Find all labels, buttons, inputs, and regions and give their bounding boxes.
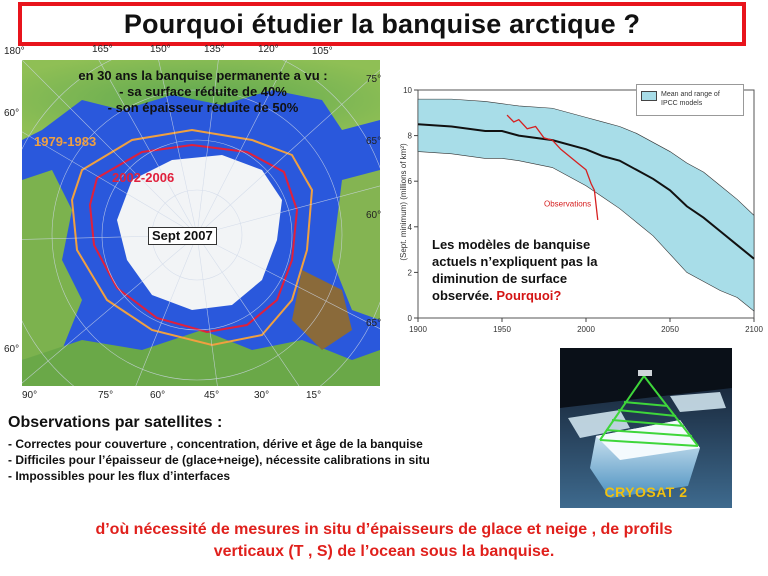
- legend-line: IPCC models: [661, 100, 703, 107]
- page-title: Pourquoi étudier la banquise arctique ?: [123, 8, 641, 39]
- cryosat-label: CRYOSAT 2: [604, 484, 688, 500]
- y-tick-label: 2: [407, 268, 412, 278]
- degree-label: 60°: [366, 210, 382, 221]
- degree-label: 60°: [4, 344, 20, 355]
- chart-note-line: actuels n’expliquent pas la: [432, 254, 598, 269]
- observations-title: Observations par satellites :: [8, 414, 223, 431]
- y-tick-label: 0: [407, 314, 412, 323]
- chart-note-line: diminution de surface: [432, 271, 568, 286]
- label-sept-2007: Sept 2007: [148, 227, 217, 245]
- map-intro-line: - son épaisseur réduite de 50%: [107, 100, 299, 115]
- chart-note-prefix: observée.: [432, 288, 497, 303]
- conclusion-line: d’où nécessité de mesures in situ d’épaisseurs de glace et neige , de profils: [95, 521, 673, 538]
- degree-label: 75°: [98, 390, 114, 401]
- observations-label: Observations: [544, 199, 592, 209]
- legend-line: Mean and range of: [661, 91, 720, 98]
- legend-swatch: [641, 91, 657, 101]
- degree-label: 150°: [150, 44, 171, 55]
- chart-legend: [636, 84, 744, 116]
- chart-note: [432, 236, 597, 304]
- map-intro-line: en 30 ans la banquise permanente a vu :: [78, 68, 328, 83]
- label-2002-2006: 2002-2006: [112, 170, 175, 185]
- y-tick-label: 6: [407, 177, 412, 187]
- degree-label: 60°: [4, 108, 20, 119]
- observations-list: [8, 436, 430, 484]
- map-intro: [58, 68, 348, 116]
- degree-label: 90°: [22, 390, 38, 401]
- arctic-map: [22, 60, 380, 386]
- label-1979-1983: 1979-1983: [34, 134, 97, 149]
- x-tick-label: 2100: [745, 325, 763, 334]
- y-tick-label: 10: [403, 86, 412, 95]
- x-tick-label: 2050: [661, 325, 679, 334]
- title-box: [18, 2, 746, 46]
- degree-label: 105°: [312, 46, 333, 57]
- degree-label: 165°: [92, 44, 113, 55]
- degree-label: 65°: [366, 136, 382, 147]
- chart-ylabel: (Sept. minimum) (millions of km²): [399, 143, 408, 261]
- degree-label: 60°: [150, 390, 166, 401]
- degree-label: 135°: [204, 44, 225, 55]
- degree-label: 15°: [306, 390, 322, 401]
- satellite-body: [638, 370, 652, 376]
- y-tick-label: 4: [407, 222, 412, 232]
- observation-item: - Impossibles pour les flux d’interfaces: [8, 469, 231, 483]
- x-tick-label: 1900: [409, 325, 427, 334]
- map-intro-line: - sa surface réduite de 40%: [119, 84, 287, 99]
- degree-label: 65°: [366, 318, 382, 329]
- chart-note-line: Les modèles de banquise: [432, 237, 591, 252]
- observation-item: - Correctes pour couverture , concentration, dérive et âge de la banquise: [8, 437, 423, 451]
- degree-label: 75°: [366, 74, 382, 85]
- degree-label: 120°: [258, 44, 279, 55]
- x-tick-label: 2000: [577, 325, 595, 334]
- chart-note-line: [432, 287, 597, 304]
- observation-item: - Difficiles pour l’épaisseur de (glace+neige), nécessite calibrations in situ: [8, 453, 430, 467]
- cryosat-illustration: [560, 348, 732, 508]
- legend-text: [661, 90, 720, 108]
- degree-label: 180°: [4, 46, 25, 57]
- conclusion-line: verticaux (T , S) de l’ocean sous la banquise.: [213, 543, 555, 560]
- x-tick-label: 1950: [493, 325, 511, 334]
- conclusion: [0, 519, 768, 563]
- chart-note-question: Pourquoi?: [496, 288, 562, 303]
- degree-label: 30°: [254, 390, 270, 401]
- y-tick-label: 8: [407, 131, 412, 141]
- degree-label: 45°: [204, 390, 220, 401]
